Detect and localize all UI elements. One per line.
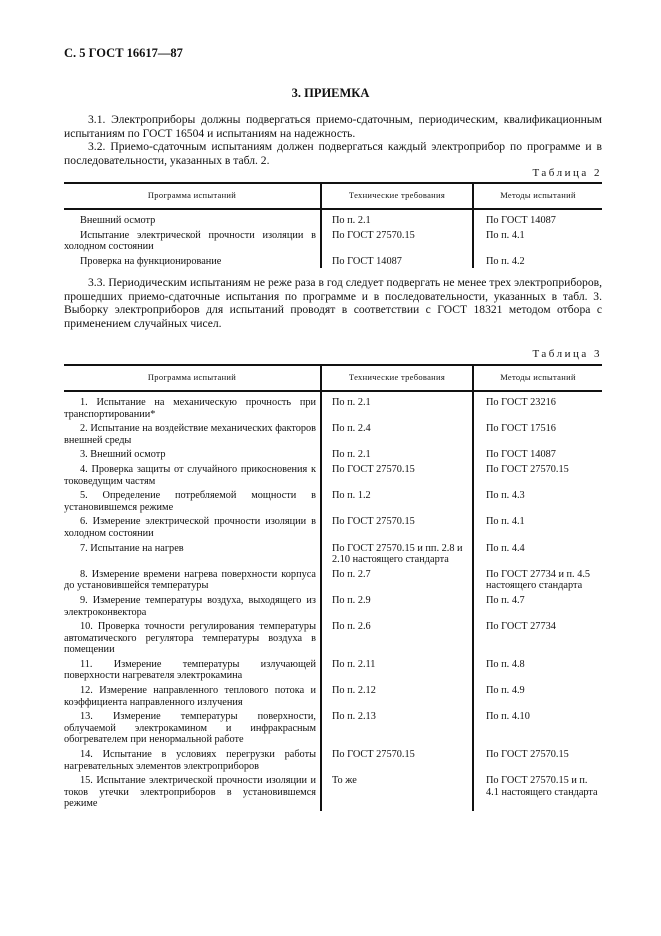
table-row xyxy=(64,514,602,540)
requirements-cell xyxy=(321,514,473,540)
cell-text: Проверка на функционирование xyxy=(80,255,222,267)
paragraph-3-1: 3.1. Электроприборы должны подвергаться приемо-сдаточным, периодическим, квалификационным испытаниям по ГОСТ 16504 и испытаниям на надежность. xyxy=(64,113,602,140)
test-program-cell xyxy=(64,514,321,540)
cell-text: По п. 4.4 xyxy=(486,542,525,554)
cell-text: По ГОСТ 27570.15 xyxy=(332,229,415,241)
cell-text: По п. 4.3 xyxy=(486,490,525,502)
cell-text: По ГОСТ 27734 и п. 4.5 настоящего стандарта xyxy=(486,568,591,592)
requirements-cell xyxy=(321,488,473,514)
cell-text: По п. 2.6 xyxy=(332,621,371,633)
methods-cell xyxy=(473,462,602,488)
cell-text: 13. Измерение температуры поверхности, облучаемой электрокамином и инфракрасным обогревателем при ненормальной работе xyxy=(64,711,316,746)
cell-text: По ГОСТ 27570.15 xyxy=(486,463,569,475)
cell-text: По п. 4.10 xyxy=(486,711,530,723)
table-row xyxy=(64,567,602,593)
test-program-cell xyxy=(64,567,321,593)
methods-cell xyxy=(473,593,602,619)
table-row xyxy=(64,488,602,514)
methods-cell xyxy=(473,709,602,747)
cell-text: 11. Измерение температуры излучающей поверхности нагревателя электрокамина xyxy=(64,658,316,682)
requirements-cell xyxy=(321,254,473,269)
test-program-cell xyxy=(64,619,321,657)
test-program-cell xyxy=(64,541,321,567)
test-program-cell xyxy=(64,254,321,269)
table-row xyxy=(64,773,602,811)
cell-text: Испытание электрической прочности изоляции в холодном состоянии xyxy=(64,229,316,253)
methods-cell xyxy=(473,567,602,593)
requirements-cell xyxy=(321,421,473,447)
cell-text: По п. 2.11 xyxy=(332,658,376,670)
cell-text: По п. 2.7 xyxy=(332,568,371,580)
table2-caption: Таблица 2 xyxy=(532,167,602,179)
cell-text: По ГОСТ 14087 xyxy=(486,215,556,226)
cell-text: 9. Измерение температуры воздуха, выходящего из электроконвектора xyxy=(64,594,316,618)
table3-caption: Таблица 3 xyxy=(532,348,602,360)
cell-text: 1. Испытание на механическую прочность при транспортировании* xyxy=(64,397,316,420)
paragraph-3-2: 3.2. Приемо-сдаточным испытаниям должен подвергаться каждый электроприбор по программе и в последовательности, указанных в табл. 2. xyxy=(64,140,602,167)
cell-text: 5. Определение потребляемой мощности в установившемся режиме xyxy=(64,490,316,513)
table-header: Программа испытаний xyxy=(64,365,321,391)
table-header: Методы испытаний xyxy=(473,183,602,209)
test-program-cell xyxy=(64,421,321,447)
requirements-cell xyxy=(321,209,473,228)
cell-text: 10. Проверка точности регулирования температуры автоматического регулятора температуры воздуха в помещении xyxy=(64,621,316,656)
cell-text: По ГОСТ 27570.15 xyxy=(332,463,415,475)
table-row xyxy=(64,228,602,254)
cell-text: По ГОСТ 27570.15 xyxy=(332,516,415,528)
cell-text: 2. Испытание на воздействие механических факторов внешней среды xyxy=(64,423,316,446)
cell-text: По ГОСТ 23216 xyxy=(486,397,556,408)
requirements-cell xyxy=(321,462,473,488)
test-program-cell xyxy=(64,228,321,254)
test-program-cell xyxy=(64,709,321,747)
methods-cell xyxy=(473,514,602,540)
requirements-cell xyxy=(321,567,473,593)
cell-text: 6. Измерение электрической прочности изоляции в холодном состоянии xyxy=(64,516,316,539)
cell-text: 12. Измерение направленного теплового потока и коэффициента направленного излучения xyxy=(64,685,316,708)
cell-text: По п. 4.1 xyxy=(486,516,525,528)
table-row xyxy=(64,619,602,657)
methods-cell xyxy=(473,254,602,269)
cell-text: По ГОСТ 17516 xyxy=(486,423,556,435)
methods-cell xyxy=(473,209,602,228)
requirements-cell xyxy=(321,619,473,657)
requirements-cell xyxy=(321,228,473,254)
test-program-cell xyxy=(64,462,321,488)
cell-text: По п. 4.8 xyxy=(486,658,525,670)
methods-cell xyxy=(473,391,602,421)
test-program-cell xyxy=(64,488,321,514)
methods-cell xyxy=(473,447,602,462)
paragraph-3-3: 3.3. Периодическим испытаниям не реже раза в год следует подвергать не менее трех электроприборов, прошедших приемо-сдаточные испытания по программе и в последовательности, указанных в табл. 3. Выборку электроприборов для испытаний проводят в соответствии с ГОСТ 18321 методом отбора с применением случайных чисел. xyxy=(64,276,602,330)
test-program-cell xyxy=(64,747,321,773)
requirements-cell xyxy=(321,541,473,567)
table-row xyxy=(64,657,602,683)
table-row xyxy=(64,447,602,462)
cell-text: По п. 2.1 xyxy=(332,449,371,461)
cell-text: По ГОСТ 27570.15 xyxy=(486,749,569,761)
requirements-cell xyxy=(321,747,473,773)
table-row xyxy=(64,683,602,709)
cell-text: По п. 4.7 xyxy=(486,594,525,606)
requirements-cell xyxy=(321,683,473,709)
cell-text: По п. 4.2 xyxy=(486,255,525,267)
table-row xyxy=(64,747,602,773)
table-row xyxy=(64,209,602,228)
cell-text: По ГОСТ 14087 xyxy=(332,255,402,267)
cell-text: По п. 2.4 xyxy=(332,423,371,435)
cell-text: По п. 2.9 xyxy=(332,594,371,606)
cell-text: 8. Измерение времени нагрева поверхности корпуса до установившейся температуры xyxy=(64,568,316,592)
paragraph-mid xyxy=(64,276,602,330)
table-row xyxy=(64,709,602,747)
cell-text: По п. 2.12 xyxy=(332,685,376,697)
table-row xyxy=(64,462,602,488)
cell-text: 15. Испытание электрической прочности изоляции и токов утечки электроприборов в установившемся режиме xyxy=(64,775,316,810)
test-program-cell xyxy=(64,593,321,619)
requirements-cell xyxy=(321,391,473,421)
methods-cell xyxy=(473,541,602,567)
test-program-cell xyxy=(64,391,321,421)
methods-cell xyxy=(473,619,602,657)
cell-text: Внешний осмотр xyxy=(80,215,156,226)
cell-text: 4. Проверка защиты от случайного прикосновения к токоведущим частям xyxy=(64,463,316,487)
cell-text: По ГОСТ 27570.15 и п. 4.1 настоящего стандарта xyxy=(486,775,598,798)
cell-text: То же xyxy=(332,775,357,787)
test-program-cell xyxy=(64,209,321,228)
methods-cell xyxy=(473,228,602,254)
methods-cell xyxy=(473,683,602,709)
paragraphs-top xyxy=(64,113,602,167)
requirements-cell xyxy=(321,593,473,619)
table-3 xyxy=(64,364,602,811)
cell-text: По п. 2.1 xyxy=(332,215,371,226)
cell-text: 7. Испытание на нагрев xyxy=(80,542,184,554)
cell-text: По п. 4.1 xyxy=(486,229,525,241)
cell-text: 14. Испытание в условиях перегрузки работы нагревательных элементов электроприборов xyxy=(64,749,316,772)
table-row xyxy=(64,391,602,421)
cell-text: По п. 1.2 xyxy=(332,490,371,502)
test-program-cell xyxy=(64,773,321,811)
cell-text: По п. 2.1 xyxy=(332,397,371,408)
cell-text: По п. 4.9 xyxy=(486,685,525,697)
cell-text: По ГОСТ 27734 xyxy=(486,621,556,633)
methods-cell xyxy=(473,421,602,447)
table-header: Методы испытаний xyxy=(473,365,602,391)
section-title: 3. ПРИЕМКА xyxy=(291,86,370,100)
test-program-cell xyxy=(64,447,321,462)
table-row xyxy=(64,593,602,619)
requirements-cell xyxy=(321,709,473,747)
requirements-cell xyxy=(321,657,473,683)
cell-text: 3. Внешний осмотр xyxy=(80,449,166,461)
table-2 xyxy=(64,182,602,268)
requirements-cell xyxy=(321,447,473,462)
cell-text: По ГОСТ 27570.15 и пп. 2.8 и 2.10 настоящего стандарта xyxy=(332,542,463,566)
methods-cell xyxy=(473,773,602,811)
requirements-cell xyxy=(321,773,473,811)
table-header: Технические требования xyxy=(321,365,473,391)
table-header: Технические требования xyxy=(321,183,473,209)
table-row xyxy=(64,254,602,269)
table-row xyxy=(64,541,602,567)
cell-text: По ГОСТ 14087 xyxy=(486,449,556,461)
methods-cell xyxy=(473,657,602,683)
table-header: Программа испытаний xyxy=(64,183,321,209)
methods-cell xyxy=(473,747,602,773)
test-program-cell xyxy=(64,657,321,683)
cell-text: По ГОСТ 27570.15 xyxy=(332,749,415,761)
page-header: С. 5 ГОСТ 16617—87 xyxy=(64,46,183,60)
table-row xyxy=(64,421,602,447)
cell-text: По п. 2.13 xyxy=(332,711,376,723)
methods-cell xyxy=(473,488,602,514)
test-program-cell xyxy=(64,683,321,709)
